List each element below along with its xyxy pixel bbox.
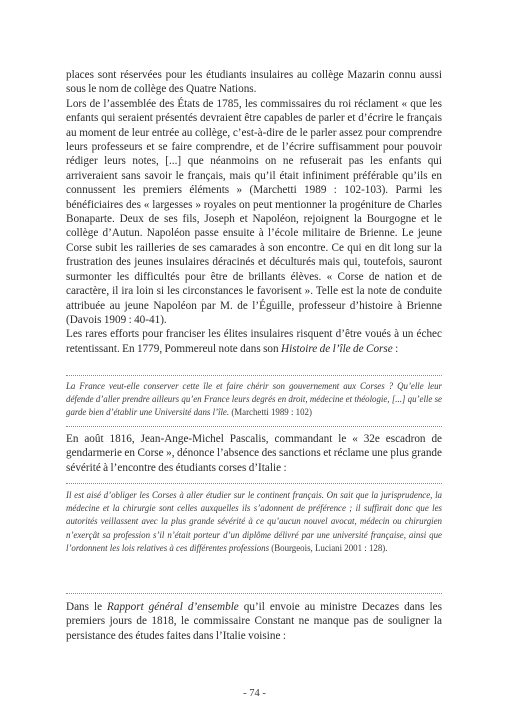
report-title: Rapport général d’ensemble bbox=[107, 601, 239, 613]
quote-source: (Bourgeois, Luciani 2001 : 128). bbox=[269, 542, 388, 553]
paragraph-continuation: places sont réservées pour les étudiants insulaires au collège Mazarin connu aussi sous le nom de collège des Quatre Nations. bbox=[66, 69, 442, 96]
paragraph-pommereul: Les rares efforts pour franciser les élites insulaires risquent d’être voués à un échec retentissant. En 1779, Pommereul note dans son Histoire de l’île de Corse : bbox=[66, 328, 442, 355]
quote-divider-top bbox=[66, 375, 442, 376]
quote-divider-bottom bbox=[66, 426, 442, 427]
paragraph-assemblee: Lors de l’assemblée des États de 1785, les commissaires du roi réclament « que les enfants qui seraient présentés devraient être capables de parler et d’écrire le français au moment de leur entrée au collège, c’est-à-dire de le parler assez pour comprendre leurs professeurs et se faire comprendre, et de l’écrire suffisamment pour pouvoir rédiger leurs notes, [...] que néanmoins on ne refuserait pas les enfants qui arriveraient sans savoir le français, mais qu’il était infiniment préférable qu’ils en connussent les premiers éléments » (Marchetti 1989 : 102-103). Parmi les bénéficiaires des « largesses » royales on peut mentionner la progéniture de Charles Bonaparte. Deux de ses fils, Joseph et Napoléon, rejoignent la Bourgogne et le collège d’Autun. Napoléon passe ensuite à l’école militaire de Brienne. Le jeune Corse subit les railleries de ses camarades à son encontre. Ce qui en dit long sur la frustration des jeunes insulaires déracinés et déculturés mais qui, toutefois, sauront surmonter les difficultés pour être de brillants élèves. « Corse de nation et de caractère, il ira loin si les circonstances le favorisent ». Telle est la note de conduite attribuée au jeune Napoléon par M. de l’Éguille, professeur d’histoire à Brienne (Davois 1909 : 40-41). bbox=[66, 97, 442, 326]
quote-divider-top bbox=[66, 483, 442, 484]
page-number: - 74 - bbox=[243, 688, 266, 699]
paragraph-constant: Dans le Rapport général d’ensemble qu’il envoie au ministre Decazes dans les premiers jours de 1818, le commissaire Constant ne manque pas de souligner la persistance des études faites dans l’Italie voisine : bbox=[66, 601, 442, 642]
quote-source: (Marchetti 1989 : 102) bbox=[229, 407, 312, 418]
quote-divider-bottom bbox=[66, 593, 442, 594]
blockquote-pascalis: Il est aisé d’obliger les Corses à aller étudier sur le continent français. On sait que la jurisprudence, la médecine et la chirurgie sont celles auxquelles ils s’adonnent de préférence ; il suffirait donc que les autorités veillassent avec la plus grande sévérité à ce qu’aucun nouvel avocat, médecin ou chirurgien n’exerçât sa profession s’il n’était porteur d’un diplôme délivré par une université française, ainsi que l’ordonnent les lois relatives à ces différentes professions (Bourgeois, Luciani 2001 : 128). bbox=[66, 490, 442, 553]
body-text-bottom bbox=[66, 600, 442, 643]
blockquote-pommereul: La France veut-elle conserver cette île et faire chérir son gouvernement aux Corses ? Qu’elle leur défende d’aller prendre ailleurs qu’en France leurs degrés en droit, médecine et théologie, [...] qu’elle se garde bien d’établir une Université dans l’île. (Marchetti 1989 : 102) bbox=[66, 381, 442, 418]
book-title-histoire: Histoire de l’île de Corse bbox=[281, 342, 393, 355]
paragraph-pascalis: En août 1816, Jean-Ange-Michel Pascalis, commandant le « 32e escadron de gendarmerie en Corse », dénonce l’absence des sanctions et réclame une plus grande sévérité à l’encontre des étudiants corses d’Italie : bbox=[66, 433, 442, 474]
body-text-top bbox=[66, 68, 442, 356]
body-text-middle bbox=[66, 432, 442, 475]
